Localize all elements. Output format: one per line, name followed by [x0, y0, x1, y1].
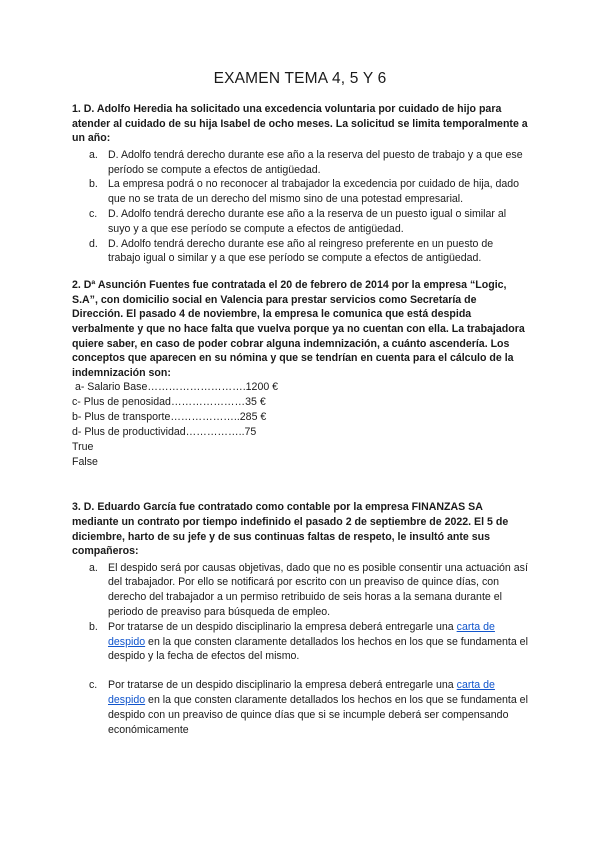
- option-marker: d.: [89, 237, 98, 250]
- concept-plus-productividad: d- Plus de productividad……………..75: [72, 426, 257, 439]
- question-3-option-b: [72, 620, 528, 664]
- question-1-option-d: [72, 237, 528, 267]
- question-3-options: [72, 561, 528, 738]
- option-marker: a.: [89, 148, 98, 161]
- option-marker: c.: [89, 679, 98, 692]
- question-1: [72, 102, 528, 266]
- option-marker: b.: [89, 178, 98, 191]
- option-text-before: Por tratarse de un despido disciplinario la empresa deberá entregarle una: [108, 620, 457, 633]
- question-1-text: 1. D. Adolfo Heredia ha solicitado una excedencia voluntaria por cuidado de hijo para atender al cuidado de su hija Isabel de ocho meses. La solicitud se limita temporalmente a un año:: [72, 103, 528, 145]
- option-text: D. Adolfo tendrá derecho durante ese año al reingreso preferente en un puesto de trabajo igual o similar y a que ese período se compute a efectos de antigüedad.: [108, 237, 494, 265]
- question-3-option-c: [72, 678, 528, 737]
- question-3-option-a: [72, 561, 528, 620]
- option-text-before: Por tratarse de un despido disciplinario la empresa deberá entregarle una: [108, 679, 457, 692]
- option-text: La empresa podrá o no reconocer al trabajador la excedencia por cuidado de hija, dado que no se trata de un derecho del mismo sino de una potestad empresarial.: [108, 178, 520, 206]
- question-3: [72, 500, 528, 737]
- option-text-after: en la que consten claramente detallados los hechos en los que se fundamenta el despido y la fecha de efectos del mismo.: [108, 635, 528, 663]
- option-text-after: en la que consten claramente detallados los hechos en los que se fundamenta el despido con un preaviso de quince días que si se incumple deberá ser compensando económicamente: [108, 694, 528, 736]
- option-marker: b.: [89, 620, 98, 633]
- option-marker: c.: [89, 207, 98, 220]
- exam-page: [72, 70, 528, 737]
- salary-concepts: [72, 380, 528, 440]
- concept-salario-base: a- Salario Base……………………….1200 €: [72, 381, 279, 394]
- true-false-options: [72, 440, 528, 470]
- question-2: [72, 278, 528, 470]
- question-3-text: 3. D. Eduardo García fue contratado como contable por la empresa FINANZAS SA mediante un contrato por tiempo indefinido el pasado 2 de septiembre de 2022. El 5 de diciembre, harto de su jefe y de sus continuas faltas de respeto, le insultó ante sus compañeros:: [72, 501, 509, 558]
- option-text: D. Adolfo tendrá derecho durante ese año a la reserva de un puesto igual o similar al suyo y a que ese período se compute a efectos de antigüedad.: [108, 207, 507, 235]
- option-text: El despido será por causas objetivas, dado que no es posible consentir una actuación así del trabajador. Por ello se notificará por escrito con un preaviso de quince días, con derecho del trabajador a un permiso retribuido de seis horas a la semana durante el periodo de preaviso para búsqueda de empleo.: [108, 561, 528, 619]
- option-text: D. Adolfo tendrá derecho durante ese año a la reserva del puesto de trabajo y a que ese período se compute a efectos de antigüedad.: [108, 148, 523, 176]
- option-false[interactable]: False: [72, 456, 98, 469]
- question-1-option-c: [72, 207, 528, 237]
- option-true[interactable]: True: [72, 441, 94, 454]
- question-1-option-b: [72, 177, 528, 207]
- question-2-text: 2. Dª Asunción Fuentes fue contratada el 20 de febrero de 2014 por la empresa “Logic, S.A”, con domicilio social en Valencia para prestar servicios como Secretaría de Dirección. El pasado 4 de noviembre, la empresa le comunica que está despida verbalmente y que no hace falta que vuelva porque ya no cuentan con ella. La trabajadora quiere saber, en caso de poder cobrar alguna indemnización, a cuánto ascendería. Los conceptos que aparecen en su nómina y que se tendrían en cuenta para el cálculo de la indemnización son:: [72, 279, 525, 379]
- carta-de-despido-link[interactable]: carta de despido: [108, 620, 495, 648]
- option-marker: a.: [89, 561, 98, 574]
- concept-plus-transporte: b- Plus de transporte………………..285 €: [72, 411, 267, 424]
- question-1-option-a: [72, 148, 528, 178]
- concept-plus-penosidad: c- Plus de penosidad…………………35 €: [72, 396, 266, 409]
- exam-title: EXAMEN TEMA 4, 5 Y 6: [213, 70, 387, 87]
- carta-de-despido-link[interactable]: carta de despido: [108, 679, 495, 707]
- question-1-options: [72, 148, 528, 266]
